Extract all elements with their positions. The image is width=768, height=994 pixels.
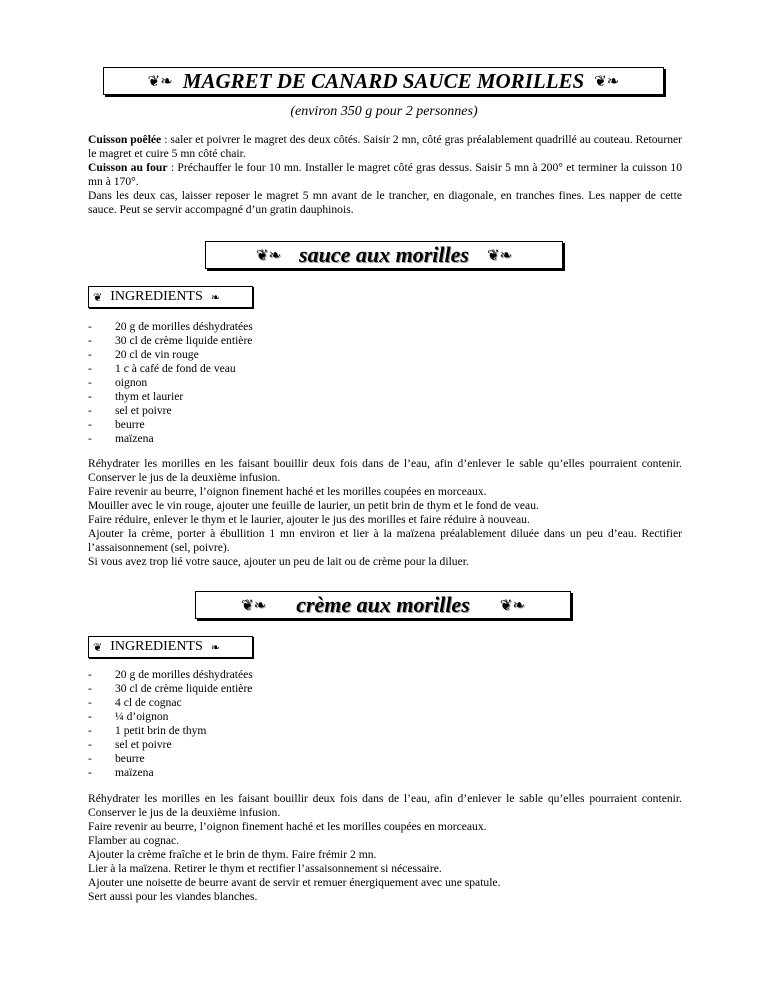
sauce-steps	[88, 457, 682, 569]
step-paragraph: Flamber au cognac.	[88, 834, 180, 847]
list-item: - sel et poivre	[88, 404, 253, 418]
list-item: - 30 cl de crème liquide entière	[88, 682, 253, 696]
creme-ingredients-heading-box	[88, 636, 253, 658]
ornament-right-icon: ❧	[210, 290, 220, 304]
step-paragraph: Réhydrater les morilles en les faisant bouillir deux fois dans de l’eau, afin d’enlever le sable qu’elles pourraient contenir. Conserver le jus de la deuxième infusion.	[88, 792, 682, 819]
step-paragraph: Faire revenir au beurre, l’oignon finement haché et les morilles coupées en morceaux.	[88, 485, 487, 498]
step-paragraph: Sert aussi pour les viandes blanches.	[88, 890, 258, 903]
step-paragraph: Lier à la maïzena. Retirer le thym et rectifier l’assaisonnement si nécessaire.	[88, 862, 442, 875]
cuisson-four-label: Cuisson au four	[88, 161, 168, 174]
list-item: - ¼ d’oignon	[88, 710, 253, 724]
list-item: - 1 petit brin de thym	[88, 724, 253, 738]
list-item: - beurre	[88, 418, 253, 432]
cuisson-poelee-label: Cuisson poêlée	[88, 133, 162, 146]
list-item: - maïzena	[88, 432, 253, 446]
ornament-right-icon: ❦❧	[486, 246, 513, 264]
ornament-right-icon: ❧	[210, 640, 220, 654]
list-item: - 4 cl de cognac	[88, 696, 253, 710]
list-item: - beurre	[88, 752, 253, 766]
sauce-title: sauce aux morilles	[299, 242, 469, 267]
step-paragraph: Ajouter la crème, porter à ébullition 1 mn environ et lier à la maïzena préalablement diluée dans un peu d’eau. Rectifier l’assaisonnement (sel, poivre).	[88, 527, 682, 554]
cuisson-four-text: : Préchauffer le four 10 mn. Installer le magret côté gras dessus. Saisir 5 mn à 200° et terminer la cuisson 10 mn à 170°.	[88, 161, 683, 188]
list-item: - thym et laurier	[88, 390, 253, 404]
main-title: MAGRET DE CANARD SAUCE MORILLES	[182, 68, 585, 93]
creme-steps	[88, 792, 682, 904]
creme-ingredients-heading: INGREDIENTS	[110, 639, 203, 654]
list-item: - sel et poivre	[88, 738, 253, 752]
list-item: - oignon	[88, 376, 253, 390]
step-paragraph: Mouiller avec le vin rouge, ajouter une feuille de laurier, un petit brin de thym et le fond de veau.	[88, 499, 539, 512]
cuisson-poelee-text: : saler et poivrer le magret des deux côtés. Saisir 2 mn, côté gras préalablement quadrillé au couteau. Retourner le magret et cuire 5 mn côté chair.	[88, 133, 682, 160]
repos-text: Dans les deux cas, laisser reposer le magret 5 mn avant de le trancher, en diagonale, en tranches fines. Les napper de cette sauce. Peut se servir accompagné d’un gratin dauphinois.	[88, 189, 682, 216]
sauce-ingredients-heading: INGREDIENTS	[110, 289, 203, 304]
ornament-left-icon: ❦❧	[241, 596, 267, 614]
list-item: - maïzena	[88, 766, 253, 780]
ornament-left-icon: ❦❧	[255, 246, 282, 264]
cuisson-four-paragraph	[88, 161, 682, 189]
list-item: - 20 g de morilles déshydratées	[88, 320, 253, 334]
sauce-title-box	[205, 241, 563, 269]
list-item: - 30 cl de crème liquide entière	[88, 334, 253, 348]
step-paragraph: Réhydrater les morilles en les faisant bouillir deux fois dans de l’eau, afin d’enlever le sable qu’elles pourraient contenir. Conserver le jus de la deuxième infusion.	[88, 457, 682, 484]
creme-ingredient-list	[88, 668, 253, 780]
main-title-box	[103, 67, 664, 95]
step-paragraph: Faire réduire, enlever le thym et le laurier, ajouter le jus des morilles et faire réduire à nouveau.	[88, 513, 530, 526]
subtitle: (environ 350 g pour 2 personnes)	[290, 104, 478, 119]
step-paragraph: Ajouter une noisette de beurre avant de servir et remuer énergiquement avec une spatule.	[88, 876, 501, 889]
sauce-ingredient-list	[88, 320, 253, 446]
ornament-right-icon: ❦❧	[594, 72, 620, 90]
ornament-left-icon: ❦	[93, 290, 103, 304]
ornament-right-icon: ❦❧	[499, 596, 525, 614]
sauce-ingredients-heading-box	[88, 286, 253, 308]
list-item: - 20 g de morilles déshydratées	[88, 668, 253, 682]
step-paragraph: Si vous avez trop lié votre sauce, ajouter un peu de lait ou de crème pour la diluer.	[88, 555, 469, 568]
list-item: - 1 c à café de fond de veau	[88, 362, 253, 376]
step-paragraph: Faire revenir au beurre, l’oignon finement haché et les morilles coupées en morceaux.	[88, 820, 487, 833]
creme-title-box	[195, 591, 571, 619]
cuisson-poelee-paragraph	[88, 133, 682, 161]
creme-title: crème aux morilles	[296, 592, 470, 617]
list-item: - 20 cl de vin rouge	[88, 348, 253, 362]
step-paragraph: Ajouter la crème fraîche et le brin de thym. Faire frémir 2 mn.	[88, 848, 377, 861]
ornament-left-icon: ❦	[93, 640, 103, 654]
ornament-left-icon: ❦❧	[147, 72, 173, 90]
intro-paragraph	[88, 133, 682, 217]
